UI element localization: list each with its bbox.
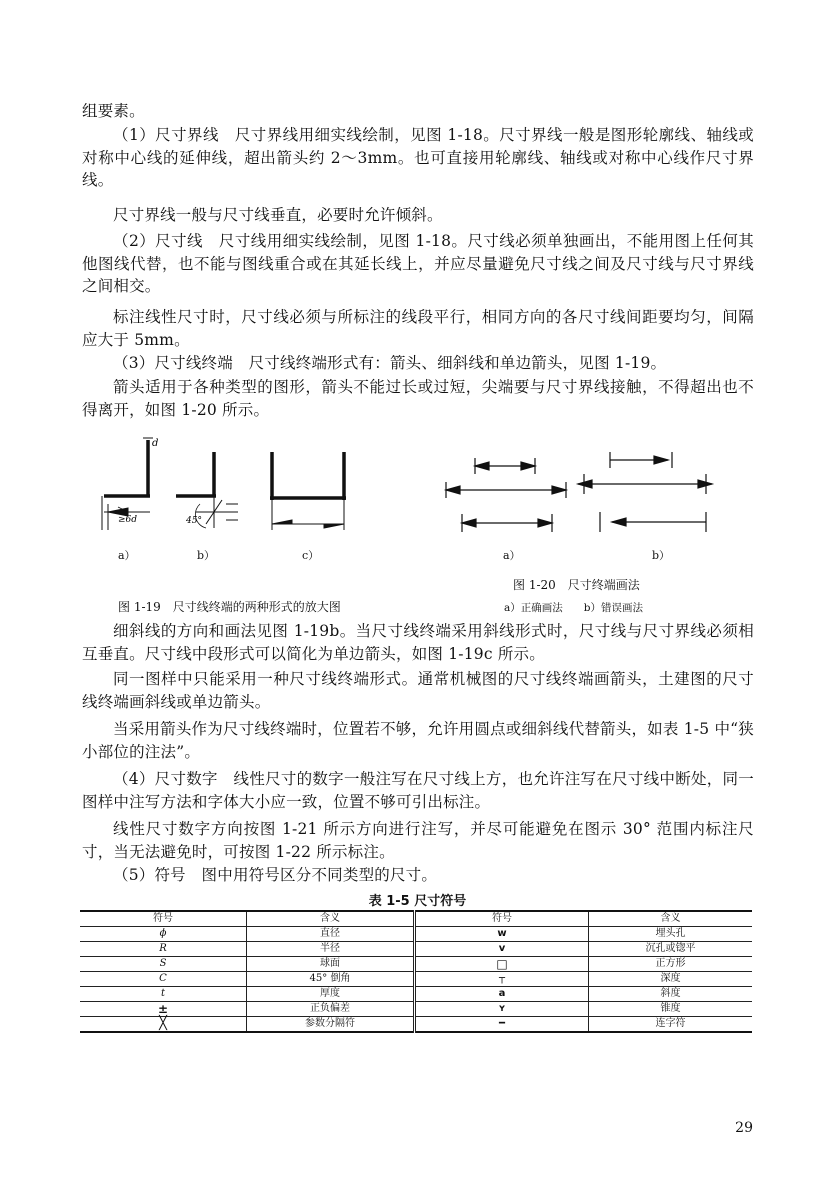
paragraph-5: （3）尺寸线终端 尺寸线终端形式有：箭头、细斜线和单边箭头，见图 1-19。 bbox=[113, 354, 667, 372]
table-header-row bbox=[80, 911, 752, 927]
header-meaning-1: 含义 bbox=[247, 911, 415, 927]
paragraph-7: 细斜线的方向和画法见图 1-19b。当尺寸线终端采用斜线形式时，尺寸线与尺寸界线必须相互垂直。尺寸线中段形式可以简化为单边箭头，如图 1-19c 所示。 bbox=[82, 622, 754, 663]
paragraph-3: （2）尺寸线 尺寸线用细实线绘制，见图 1-18。尺寸线必须单独画出，不能用图上任何其他图线代替，也不能与图线重合或在其延长线上，并应尽量避免尺寸线之间及尺寸线与尺寸界线之间相交。 bbox=[82, 232, 754, 295]
table-row bbox=[80, 927, 752, 942]
table-row bbox=[80, 1002, 752, 1017]
paragraph-8: 同一图样中只能采用一种尺寸线终端形式。通常机械图的尺寸线终端画箭头，土建图的尺寸线终端画斜线或单边箭头。 bbox=[82, 670, 754, 711]
paragraph-12: （5）符号 图中用符号区分不同类型的尺寸。 bbox=[113, 866, 438, 884]
symbol-cell: t bbox=[80, 987, 247, 1002]
table-row bbox=[80, 987, 752, 1002]
meaning-cell: 参数分隔符 bbox=[247, 1017, 415, 1033]
table-row bbox=[80, 972, 752, 987]
header-meaning-2: 含义 bbox=[589, 911, 753, 927]
fig20-label-a: a） bbox=[503, 549, 521, 562]
paragraph-11: 线性尺寸数字方向按图 1-21 所示方向进行注写，并尽可能避免在图示 30° 范围内标注尺寸，当无法避免时，可按图 1-22 所示标注。 bbox=[82, 820, 754, 861]
symbol-table bbox=[80, 910, 752, 1033]
fig19-label-c: c） bbox=[302, 549, 320, 562]
fig19-label-b: b） bbox=[197, 549, 216, 562]
paragraph-4: 标注线性尺寸时，尺寸线必须与所标注的线段平行，相同方向的各尺寸线间距要均匀，间隔应大于 5mm。 bbox=[82, 308, 754, 349]
fig19-label-a: a） bbox=[118, 549, 136, 562]
symbol-cell: a bbox=[415, 987, 589, 1002]
symbol-cell: ━ bbox=[415, 1017, 589, 1033]
meaning-cell: 球面 bbox=[247, 957, 415, 972]
fig19b-angle-label: 45° bbox=[186, 516, 202, 526]
symbol-cell: w bbox=[415, 927, 589, 942]
symbol-cell: ┬ bbox=[415, 972, 589, 987]
header-symbol-1: 符号 bbox=[80, 911, 247, 927]
fig20b-drawing bbox=[578, 452, 712, 532]
meaning-cell: 半径 bbox=[247, 942, 415, 957]
paragraph-9: 当采用箭头作为尺寸线终端时，位置若不够，允许用圆点或细斜线代替箭头，如表 1-5 中“狭小部位的注法”。 bbox=[82, 720, 754, 761]
table-row bbox=[80, 942, 752, 957]
meaning-cell: 斜度 bbox=[589, 987, 753, 1002]
table-title: 表 1-5 尺寸符号 bbox=[368, 894, 467, 909]
symbol-cell: □ bbox=[415, 957, 589, 972]
table-row bbox=[80, 1017, 752, 1033]
symbol-cell: ╳ bbox=[80, 1017, 247, 1033]
meaning-cell: 埋头孔 bbox=[589, 927, 753, 942]
symbol-cell: S bbox=[80, 957, 247, 972]
fig20-label-b: b） bbox=[652, 549, 671, 562]
fig19-caption: 图 1-19 尺寸线终端的两种形式的放大图 bbox=[118, 600, 341, 614]
table-row bbox=[80, 957, 752, 972]
paragraph-10: （4）尺寸数字 线性尺寸的数字一般注写在尺寸线上方，也允许注写在尺寸线中断处，同一图样中注写方法和字体大小应一致，位置不够可引出标注。 bbox=[82, 770, 754, 811]
meaning-cell: 深度 bbox=[589, 972, 753, 987]
fig19a-6d-label: ≥6d bbox=[118, 515, 138, 525]
symbol-cell: ʏ bbox=[415, 1002, 589, 1017]
fig20a-drawing bbox=[446, 458, 566, 532]
fig20-caption: 图 1-20 尺寸终端画法 bbox=[513, 578, 640, 592]
meaning-cell: 锥度 bbox=[589, 1002, 753, 1017]
paragraph-6: 箭头适用于各种类型的图形，箭头不能过长或过短，尖端要与尺寸界线接触，不得超出也不得离开，如图 1-20 所示。 bbox=[82, 378, 754, 419]
symbol-cell: ϕ bbox=[80, 927, 247, 942]
meaning-cell: 沉孔或锪平 bbox=[589, 942, 753, 957]
meaning-cell: 正方形 bbox=[589, 957, 753, 972]
fig20-subcaption: a）正确画法 b）错误画法 bbox=[504, 602, 643, 614]
meaning-cell: 厚度 bbox=[247, 987, 415, 1002]
symbol-cell: R bbox=[80, 942, 247, 957]
paragraph-2: 尺寸界线一般与尺寸线垂直，必要时允许倾斜。 bbox=[113, 206, 443, 224]
meaning-cell: 直径 bbox=[247, 927, 415, 942]
paragraph-1: （1）尺寸界线 尺寸界线用细实线绘制，见图 1-18。尺寸界线一般是图形轮廓线、轴线或对称中心线的延伸线，超出箭头约 2～3mm。也可直接用轮廓线、轴线或对称中心线作尺寸界线。 bbox=[82, 126, 754, 189]
symbol-cell: v bbox=[415, 942, 589, 957]
symbol-cell: ± bbox=[80, 1002, 247, 1017]
header-symbol-2: 符号 bbox=[415, 911, 589, 927]
fig19c-drawing bbox=[270, 452, 346, 530]
meaning-cell: 45° 倒角 bbox=[247, 972, 415, 987]
page-number: 29 bbox=[735, 1120, 753, 1136]
fig19a-d-label: d bbox=[152, 438, 159, 449]
symbol-cell: C bbox=[80, 972, 247, 987]
paragraph-0: 组要素。 bbox=[82, 102, 145, 120]
meaning-cell: 连字符 bbox=[589, 1017, 753, 1033]
meaning-cell: 正负偏差 bbox=[247, 1002, 415, 1017]
